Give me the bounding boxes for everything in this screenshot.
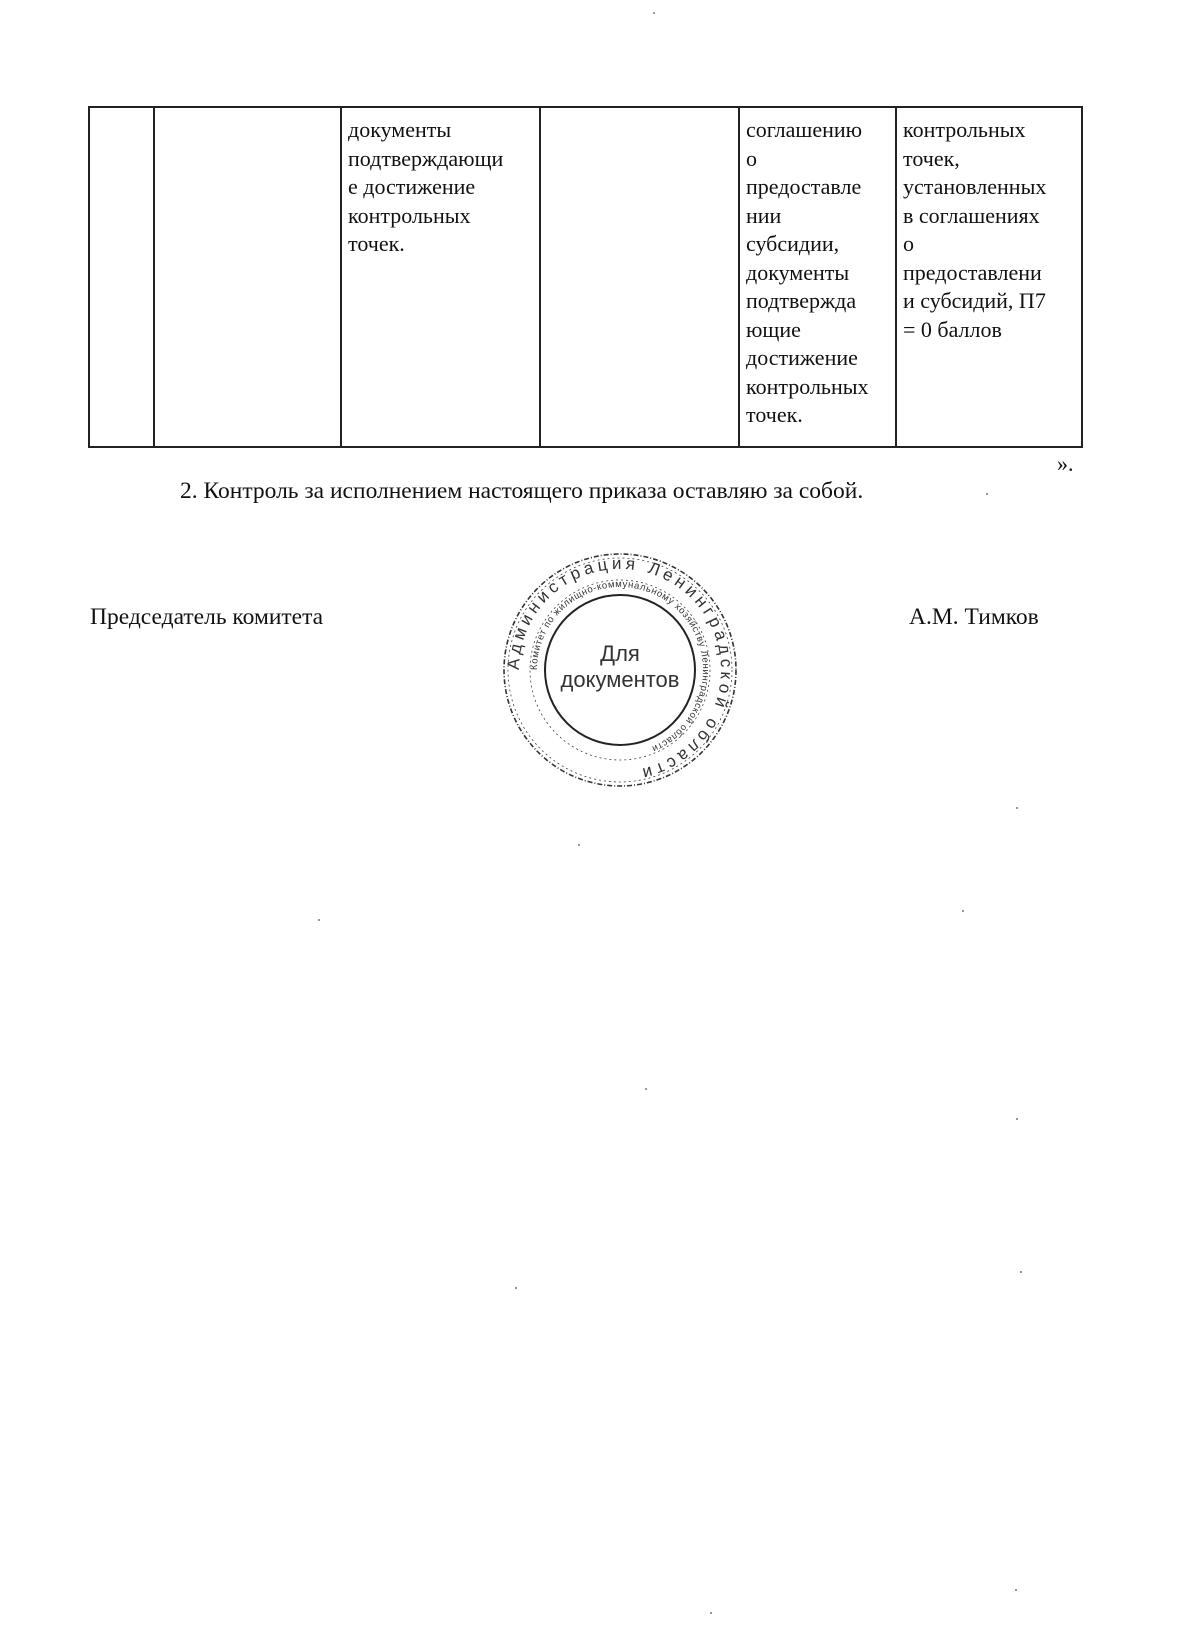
cell-text-line: документы: [746, 259, 850, 285]
cell-text-line: достижение: [746, 345, 858, 370]
cell-text-line: е достижение: [348, 174, 476, 199]
official-seal: [500, 550, 740, 790]
table-row: [89, 107, 1082, 447]
scan-speck: [645, 1088, 647, 1090]
seal-inner-text: Комитет по жилищно-коммунальному хозяйству Ленинградской области: [528, 578, 712, 755]
cell-text-line: в соглашениях: [903, 202, 1040, 228]
cell-text-line: соглашению: [746, 117, 863, 142]
continuation-table: [88, 106, 1083, 448]
cell-text-line: ющие: [746, 316, 801, 342]
table-cell-col3: [341, 107, 540, 447]
table-cell-col1: [89, 107, 154, 447]
paragraph-2: 2. Контроль за исполнением настоящего приказа оставляю за собой.: [180, 478, 864, 504]
scan-speck: [986, 493, 988, 495]
scan-speck: [318, 919, 320, 921]
cell-text-line: о: [746, 145, 757, 171]
scan-speck: [515, 1287, 517, 1289]
cell-text-line: подтверждающи: [348, 145, 504, 171]
table-cell-col6: [896, 107, 1082, 447]
signer-name: А.М. Тимков: [909, 604, 1039, 630]
scan-speck: [1016, 807, 1018, 809]
scan-speck: [1020, 1271, 1022, 1273]
cell-text-line: точек,: [903, 145, 960, 171]
cell-text-line: документы: [348, 117, 452, 142]
table-cell-col5: [739, 107, 896, 447]
table-cell-col4: [540, 107, 739, 447]
cell-text-line: точек.: [746, 402, 803, 427]
cell-text-line: и субсидий, П7: [903, 288, 1046, 313]
scan-speck: [1015, 1589, 1017, 1591]
scan-speck: [710, 1612, 712, 1614]
closing-quote: ».: [1057, 451, 1074, 476]
seal-center-line-1: Для: [600, 641, 640, 666]
cell-text-line: предоставле: [746, 174, 862, 199]
seal-icon: [500, 550, 740, 790]
cell-text-line: субсидии,: [746, 231, 840, 256]
scan-speck: [1016, 1118, 1018, 1120]
cell-text-line: установленных: [903, 174, 1047, 199]
seal-center-line-2: документов: [560, 667, 680, 692]
cell-text-line: предоставлени: [903, 259, 1042, 285]
cell-text-line: точек.: [348, 231, 405, 256]
seal-outer-text: Администрация Ленинградской области: [503, 553, 737, 785]
signer-position: Председатель комитета: [90, 604, 324, 630]
cell-text-line: нии: [746, 202, 782, 228]
cell-text-line: подтвержда: [746, 288, 857, 313]
cell-text-line: контрольных: [348, 202, 471, 228]
cell-text-line: о: [903, 231, 914, 256]
table-cell-col2: [154, 107, 341, 447]
scan-speck: [962, 910, 964, 912]
scan-speck: [653, 12, 655, 14]
cell-text-line: = 0 баллов: [903, 316, 1002, 342]
scan-speck: [578, 844, 580, 846]
cell-text-line: контрольных: [746, 373, 869, 399]
cell-text-line: контрольных: [903, 117, 1026, 142]
